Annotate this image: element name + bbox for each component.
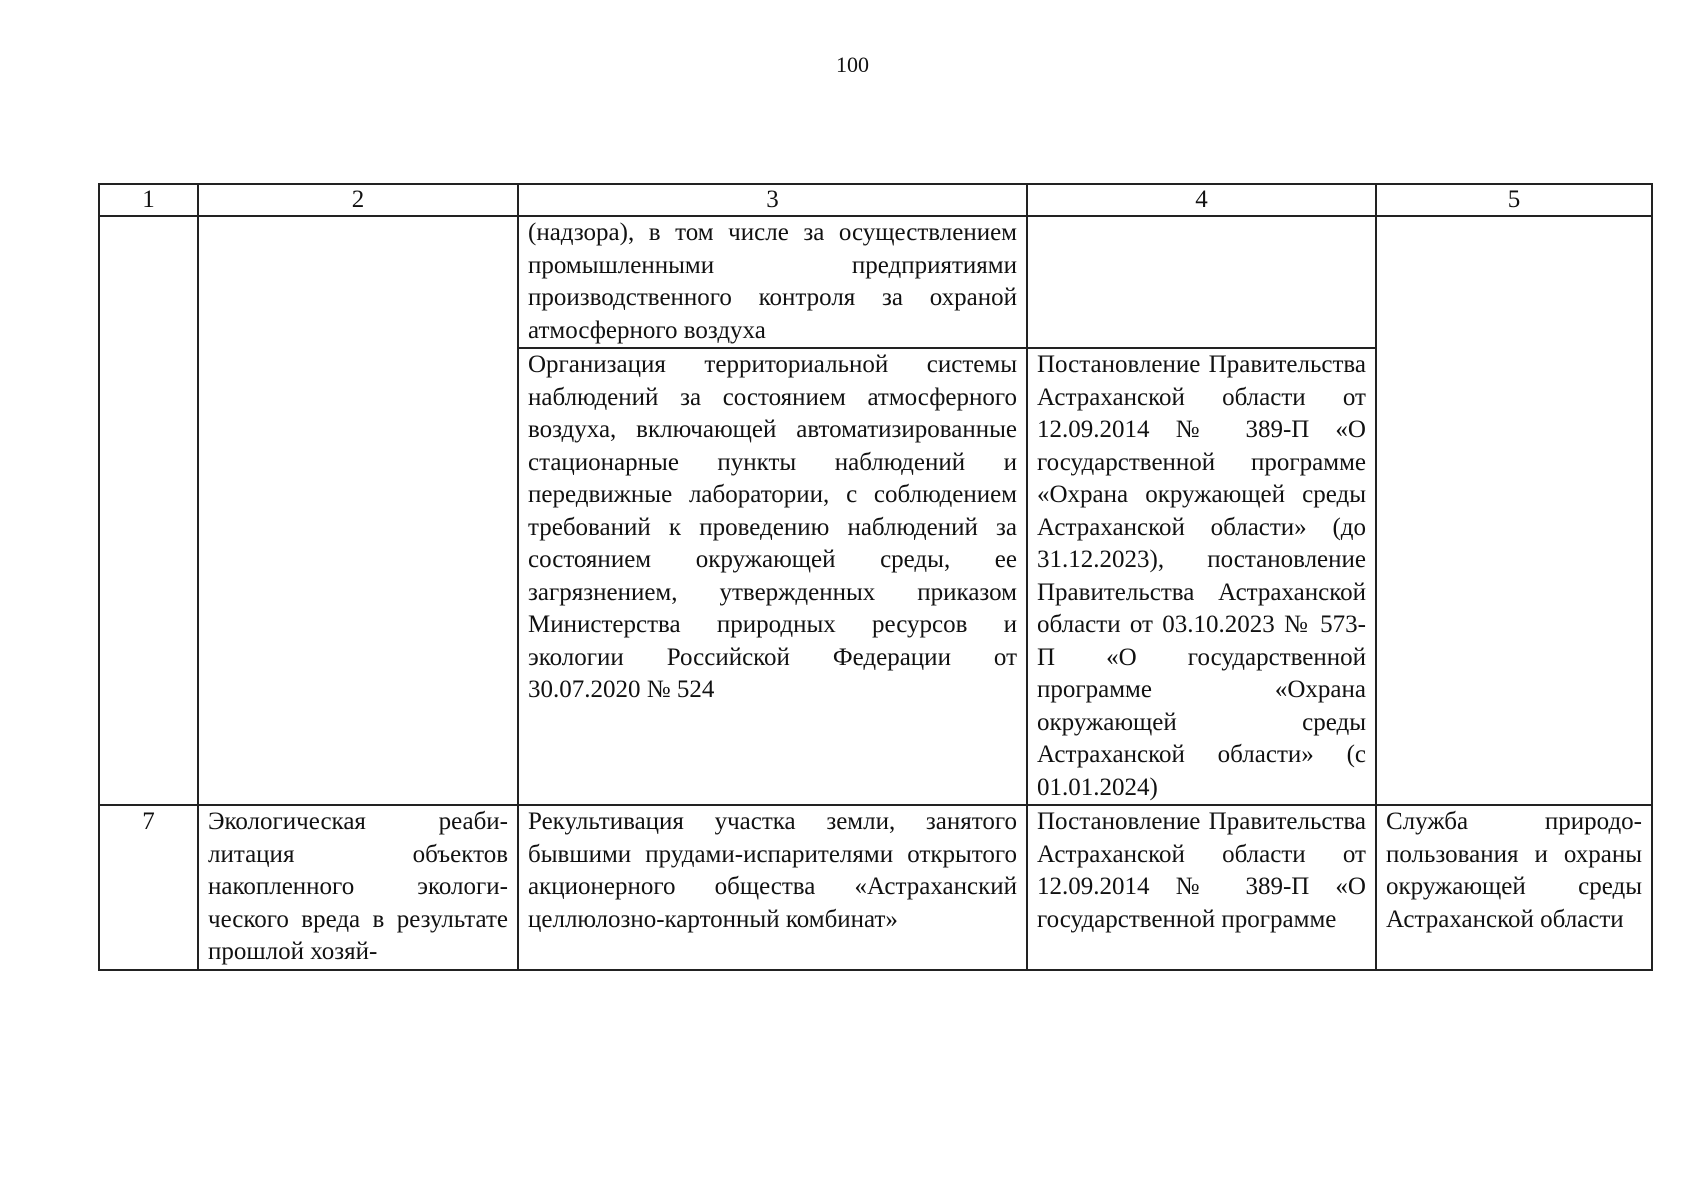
monitoring-measure-cell: Организация территориальной системы наблюдений за состоянием атмосферного воздуха, включающей автоматизированные стационарные пункты наблюдений и передвижные лаборатории, с соблюдением требований к проведению наблюдений за состоянием окружающей среды, ее загрязнением, утвержденных приказом Министерства природных ресурсов и экологии Российской Федерации от 30.07.2020 № 524 (518, 348, 1027, 805)
continued-cell-executor (1376, 216, 1652, 805)
continued-cell-number (99, 216, 198, 805)
continued-cell-direction (198, 216, 518, 805)
row-number-cell: 7 (99, 805, 198, 970)
column-number-1: 1 (99, 184, 198, 216)
monitoring-document-cell: Постановление Правительства Астраханской области от 12.09.2014 № 389-П «О государственной программе «Охрана окружающей среды Астраханской области» (до 31.12.2023), постановление Правительства Астраханской области от 03.10.2023 № 573-П «О государственной программе «Охрана окружающей среды Астраханской области» (с 01.01.2024) (1027, 348, 1376, 805)
document-cell: Постановление Правительства Астраханской области от 12.09.2014 № 389-П «О государственной программе (1027, 805, 1376, 970)
table-row-7 (99, 805, 1652, 970)
continued-measure-cell: (надзора), в том числе за осуществлением промышленными предприятиями производственного контроля за охраной атмосферного воздуха (518, 216, 1027, 348)
document-table (98, 183, 1653, 971)
direction-cell: Экологическая реабилитация объектов накопленного экологического вреда в результате прошлой хозяй- (198, 805, 518, 970)
table-row-continued-a (99, 216, 1652, 348)
column-number-4: 4 (1027, 184, 1376, 216)
column-number-2: 2 (198, 184, 518, 216)
table-header-row (99, 184, 1652, 216)
continued-empty-document-cell (1027, 216, 1376, 348)
page-number: 100 (836, 52, 869, 77)
column-number-3: 3 (518, 184, 1027, 216)
column-number-5: 5 (1376, 184, 1652, 216)
executor-cell: Служба природопользования и охраны окружающей среды Астраханской области (1376, 805, 1652, 970)
measure-cell: Рекультивация участка земли, занятого бывшими прудами-испарителями открытого акционерного общества «Астраханский целлюлозно-картонный комбинат» (518, 805, 1027, 970)
